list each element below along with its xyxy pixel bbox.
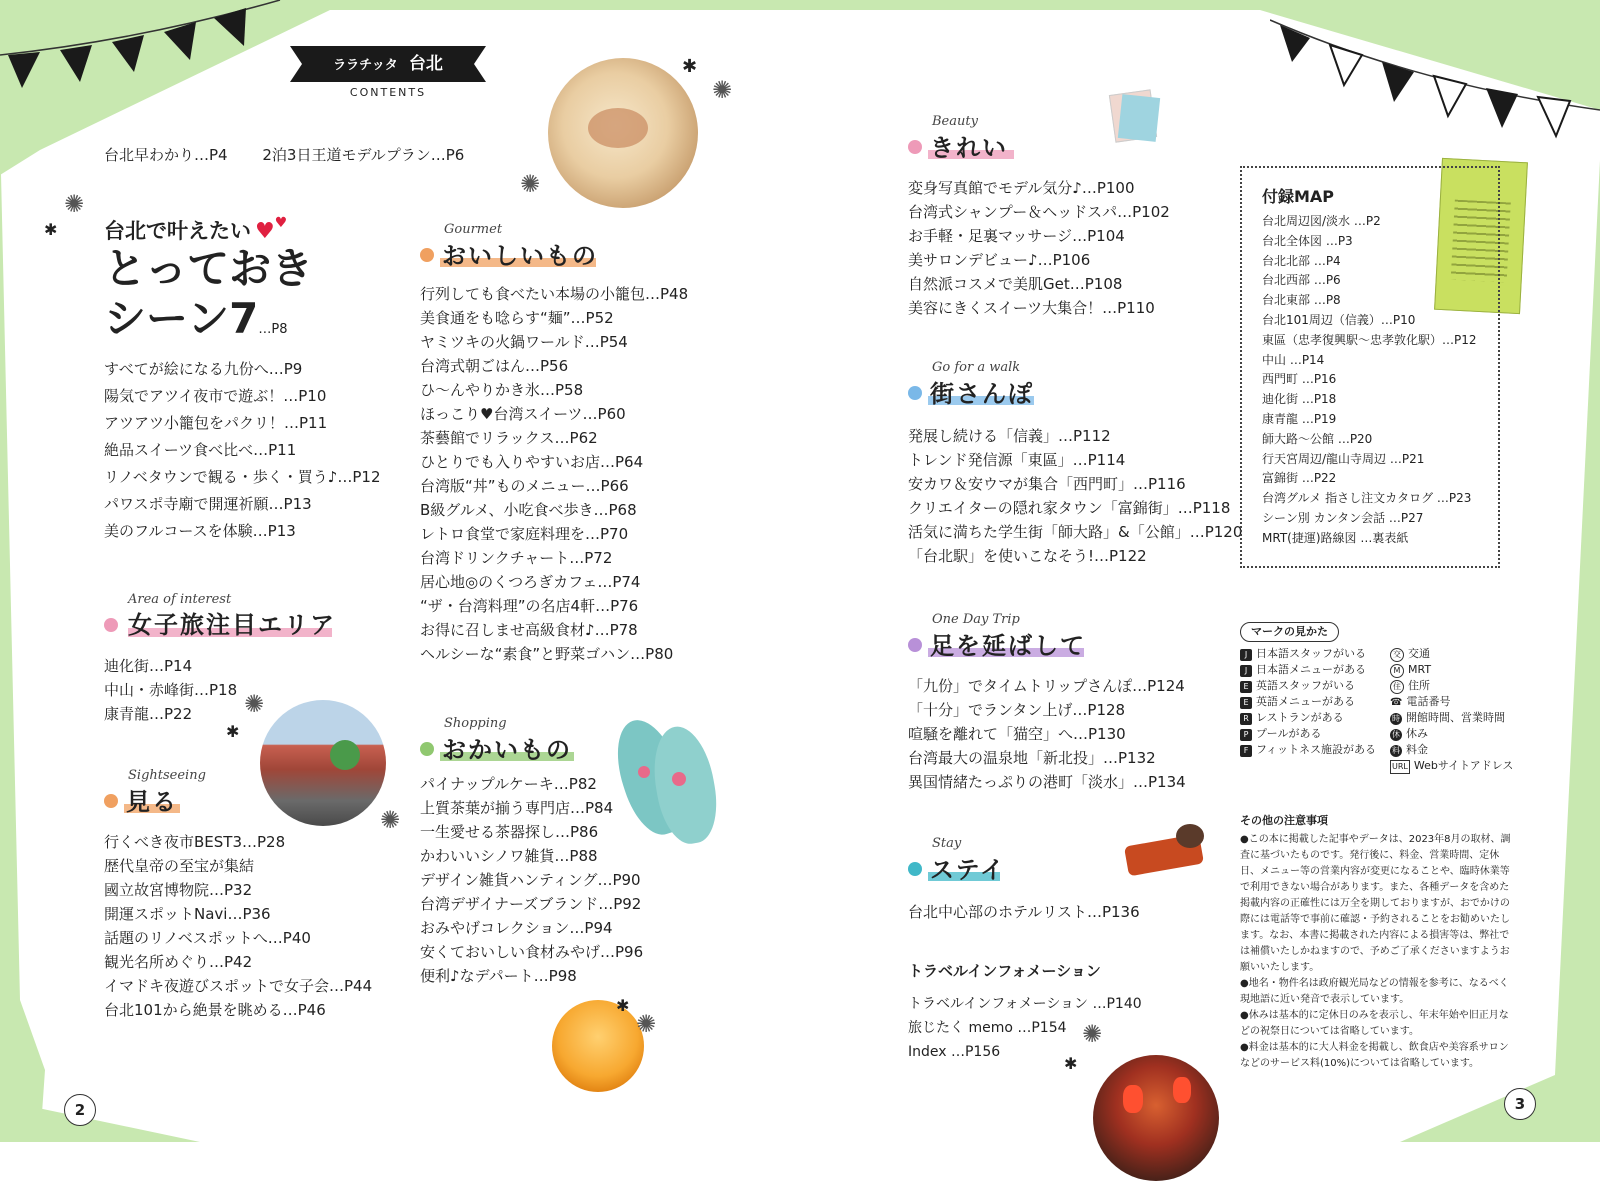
gourmet-list xyxy=(420,282,688,666)
list-item[interactable]: ひ～んやりかき氷…P58 xyxy=(420,381,584,399)
list-item[interactable]: 台北北部 …P4 xyxy=(1262,253,1341,268)
list-item[interactable]: 西門町 …P16 xyxy=(1262,372,1337,387)
sparkle-icon: ✺ xyxy=(636,1010,657,1038)
note-paragraph: ●料金は基本的に大人料金を掲載し、飲食店や美容系サロンなどのサービス料(10%)については省略しています。 xyxy=(1240,1042,1509,1069)
beauty-list xyxy=(908,176,1170,320)
feature-title-line3 xyxy=(104,294,288,355)
list-item[interactable]: 「九份」でタイムトリップさんぽ…P124 xyxy=(908,677,1185,695)
mark-icon: J xyxy=(1240,665,1252,677)
list-item[interactable]: トラベルインフォメーション …P140 xyxy=(908,996,1142,1012)
list-item[interactable]: お得に召しませ高級食材♪…P78 xyxy=(420,621,638,639)
street-photo xyxy=(260,700,386,826)
list-item[interactable]: シーン別 カンタン会話 …P27 xyxy=(1262,510,1424,525)
intro-item[interactable]: 2泊3日王道モデルプラン…P6 xyxy=(262,146,465,164)
feature-page: …P8 xyxy=(258,322,288,337)
list-item[interactable]: 東區（忠孝復興駅～忠孝敦化駅）…P12 xyxy=(1262,332,1477,347)
feature-line3: シーン7 xyxy=(104,294,259,343)
list-item[interactable]: 台湾式朝ごはん…P56 xyxy=(420,357,569,375)
cosmetics-box-image xyxy=(1106,86,1160,142)
pink-dot xyxy=(104,618,118,632)
list-item[interactable]: Index …P156 xyxy=(908,1044,1001,1060)
list-item[interactable]: 康青龍 …P19 xyxy=(1262,411,1337,426)
pink-dot xyxy=(908,140,922,154)
teal-dot xyxy=(908,862,922,876)
mark-label: 住所 xyxy=(1408,679,1430,692)
list-item[interactable]: 康青龍…P22 xyxy=(104,705,193,723)
list-item[interactable]: 師大路～公館 …P20 xyxy=(1262,431,1373,446)
xiaolongbao-photo xyxy=(548,58,698,208)
mark-label: プールがある xyxy=(1256,727,1322,740)
mark-icon: 休 xyxy=(1392,730,1400,739)
list-item[interactable]: 台北全体図 …P3 xyxy=(1262,233,1353,248)
mark-item xyxy=(1390,662,1513,678)
list-item[interactable]: 話題のリノベスポットへ…P40 xyxy=(104,929,311,947)
list-item[interactable]: 変身写真館でモデル気分♪…P100 xyxy=(908,179,1135,197)
notes-title: その他の注意事項 xyxy=(1240,814,1328,827)
list-item[interactable]: 観光名所めぐり…P42 xyxy=(104,953,253,971)
intro-line xyxy=(104,143,464,167)
mark-item xyxy=(1390,678,1513,694)
list-item[interactable]: 安くておいしい食材みやげ…P96 xyxy=(420,943,644,961)
tea-set-image xyxy=(1126,820,1210,872)
list-item[interactable]: 歴代皇帝の至宝が集結 xyxy=(104,857,255,875)
list-item[interactable]: アツアツ小籠包をパクリ！…P11 xyxy=(104,414,328,432)
gourmet-en-label: Gourmet xyxy=(444,222,503,237)
mark-label: レストランがある xyxy=(1256,711,1344,724)
sightseeing-en-label: Sightseeing xyxy=(128,768,206,783)
mark-item xyxy=(1390,694,1513,710)
mark-icon: F xyxy=(1240,745,1252,757)
mark-icon: 交 xyxy=(1390,648,1404,662)
mark-label: 開館時間、営業時間 xyxy=(1406,711,1505,724)
sparkle-icon: ✱ xyxy=(682,56,698,77)
area-title: 女子旅注目エリア xyxy=(128,611,336,639)
mark-icon: E xyxy=(1240,681,1252,693)
sparkle-icon: ✺ xyxy=(1082,1020,1103,1048)
list-item[interactable]: デザイン雑貨ハンティング…P90 xyxy=(420,871,641,889)
list-item[interactable]: 迪化街…P14 xyxy=(104,657,193,675)
walk-en-label: Go for a walk xyxy=(932,360,1021,375)
heart-icon: ♥ xyxy=(274,215,288,231)
list-item[interactable]: MRT(捷運)路線図 …裏表紙 xyxy=(1262,530,1409,545)
list-item[interactable]: おみやげコレクション…P94 xyxy=(420,919,613,937)
list-item[interactable]: 行列しても食べたい本場の小籠包…P48 xyxy=(420,285,689,303)
list-item[interactable]: イマドキ夜遊びスポットで女子会…P44 xyxy=(104,977,373,995)
orange-dot xyxy=(420,248,434,262)
list-item[interactable]: レトロ食堂で家庭料理を…P70 xyxy=(420,525,629,543)
area-en-label: Area of interest xyxy=(128,592,232,607)
list-item[interactable]: 台湾グルメ 指さし注文カタログ …P23 xyxy=(1262,491,1472,506)
marks-left-list xyxy=(1240,646,1376,758)
list-item[interactable]: 「台北駅」を使いこなそう!…P122 xyxy=(908,547,1147,565)
list-item[interactable]: リノベタウンで観る・歩く・買う♪…P12 xyxy=(104,468,381,486)
mark-label: 日本語スタッフがいる xyxy=(1256,647,1366,660)
travel-list xyxy=(908,992,1142,1064)
list-item[interactable]: 行くべき夜市BEST3…P28 xyxy=(104,833,286,851)
page-number-right: 3 xyxy=(1504,1088,1536,1120)
jiufen-night-photo xyxy=(1093,1055,1219,1181)
list-item[interactable]: ヘルシーな“素食”と野菜ゴハン…P80 xyxy=(420,645,674,663)
list-item[interactable]: すべてが絵になる九份へ…P9 xyxy=(104,360,303,378)
list-item[interactable]: 台北西部 …P6 xyxy=(1262,273,1341,288)
mark-item xyxy=(1240,742,1376,758)
walk-title: 街さんぽ xyxy=(930,380,1034,408)
sparkle-icon: ✱ xyxy=(226,722,240,741)
orange-dot xyxy=(104,794,118,808)
list-item[interactable]: 活気に満ちた学生街「師大路」&「公館」…P120 xyxy=(908,523,1243,541)
list-item[interactable]: 安カワ＆安ウマが集合「西門町」…P116 xyxy=(908,475,1186,493)
note-paragraph: ●休みは基本的に定休日のみを表示し、年末年始や旧正月などの祝祭日については省略しています。 xyxy=(1240,1010,1509,1037)
list-item[interactable]: 中山 …P14 xyxy=(1262,352,1325,367)
list-item[interactable]: 旅じたく memo …P154 xyxy=(908,1020,1067,1036)
list-item[interactable]: 富錦街 …P22 xyxy=(1262,471,1337,486)
marks-right-list xyxy=(1390,646,1513,774)
shopping-title: おかいもの xyxy=(442,736,572,764)
blue-dot xyxy=(908,386,922,400)
mark-icon: URL xyxy=(1390,760,1410,774)
list-item[interactable]: お手軽・足裏マッサージ…P104 xyxy=(908,227,1125,245)
stay-title: ステイ xyxy=(930,856,1006,884)
banner-brand: ララチッタ xyxy=(333,58,398,73)
list-item[interactable]: 一生愛せる茶器探し…P86 xyxy=(420,823,599,841)
intro-item[interactable]: 台北早わかり…P4 xyxy=(104,146,228,164)
area-list xyxy=(104,654,237,726)
list-item[interactable]: 國立故宮博物院…P32 xyxy=(104,881,253,899)
list-item[interactable]: パワスポ寺廟で開運祈願…P13 xyxy=(104,495,312,513)
list-item[interactable]: 発展し続ける「信義」…P112 xyxy=(908,427,1111,445)
list-item[interactable]: ひとりでも入りやすいお店…P64 xyxy=(420,453,644,471)
list-item[interactable]: 美容にきくスイーツ大集合！…P110 xyxy=(908,299,1155,317)
list-item[interactable]: 中山・赤峰街…P18 xyxy=(104,681,238,699)
list-item[interactable]: 行天宮周辺/龍山寺周辺 …P21 xyxy=(1262,451,1425,466)
list-item[interactable]: B級グルメ、小吃食べ歩き…P68 xyxy=(420,501,637,519)
list-item[interactable]: クリエイターの隠れ家タウン「富錦街」…P118 xyxy=(908,499,1231,517)
list-item[interactable]: 陽気でアツイ夜市で遊ぶ！…P10 xyxy=(104,387,327,405)
mark-icon: R xyxy=(1240,713,1252,725)
daytrip-list xyxy=(908,674,1186,794)
list-item[interactable]: 台北101周辺（信義）…P10 xyxy=(1262,312,1416,327)
mark-item xyxy=(1240,694,1376,710)
mark-label: フィットネス施設がある xyxy=(1256,743,1377,756)
mark-icon: ☎ xyxy=(1390,697,1403,708)
mark-item xyxy=(1390,710,1513,726)
feature-title-line2: とっておき xyxy=(104,244,314,293)
list-item[interactable]: ヤミツキの火鍋ワールド…P54 xyxy=(420,333,628,351)
mark-label: 電話番号 xyxy=(1406,695,1451,708)
sparkle-icon: ✺ xyxy=(712,76,733,104)
sparkle-icon: ✱ xyxy=(1064,1054,1078,1073)
daytrip-title: 足を延ばして xyxy=(930,632,1086,660)
list-item[interactable]: 開運スポットNavi…P36 xyxy=(104,905,271,923)
mark-label: 料金 xyxy=(1406,743,1428,756)
list-item[interactable]: 「十分」でランタン上げ…P128 xyxy=(908,701,1126,719)
list-item[interactable]: 台湾最大の温泉地「新北投」…P132 xyxy=(908,749,1156,767)
list-item[interactable]: 台湾式シャンプー＆ヘッドスパ…P102 xyxy=(908,203,1170,221)
mark-item xyxy=(1240,678,1376,694)
mango-shaved-ice-photo xyxy=(552,1000,644,1092)
list-item[interactable]: 上質茶葉が揃う専門店…P84 xyxy=(420,799,614,817)
mark-label: MRT xyxy=(1408,663,1432,676)
list-item[interactable]: ほっこり♥台湾スイーツ…P60 xyxy=(420,405,626,423)
mark-label: 交通 xyxy=(1408,647,1430,660)
contents-banner xyxy=(290,46,486,82)
notes-body xyxy=(1240,832,1516,1072)
list-item[interactable]: 台北周辺図/淡水 …P2 xyxy=(1262,214,1381,228)
travel-info-title: トラベルインフォメーション xyxy=(908,962,1101,980)
map-box-title: 付録MAP xyxy=(1262,187,1335,206)
mark-item xyxy=(1390,646,1513,662)
feature-list xyxy=(104,356,381,545)
list-item[interactable]: 便利♪なデパート…P98 xyxy=(420,967,577,985)
mark-icon: E xyxy=(1240,697,1252,709)
mark-item xyxy=(1240,646,1376,662)
mark-label: 日本語メニューがある xyxy=(1256,663,1366,676)
heart-icon: ♥ xyxy=(255,219,275,244)
mark-item xyxy=(1240,710,1376,726)
mark-icon: 時 xyxy=(1392,714,1400,723)
shopping-list xyxy=(420,772,643,988)
mark-label: 休み xyxy=(1406,727,1428,740)
daytrip-en-label: One Day Trip xyxy=(932,612,1020,627)
sparkle-icon: ✱ xyxy=(44,220,58,239)
mark-label: 英語メニューがある xyxy=(1256,695,1355,708)
banner-city: 台北 xyxy=(408,54,443,74)
mark-item xyxy=(1240,662,1376,678)
sparkle-icon: ✺ xyxy=(380,806,401,834)
note-paragraph: ●地名・物件名は政府観光局などの情報を参考に、なるべく現地語に近い発音で表示しています。 xyxy=(1240,978,1509,1005)
list-item[interactable]: トレンド発信源「東區」…P114 xyxy=(908,451,1126,469)
green-dot xyxy=(420,742,434,756)
list-item[interactable]: 自然派コスメで美肌Get…P108 xyxy=(908,275,1123,293)
mark-icon: J xyxy=(1240,649,1252,661)
list-item[interactable]: 美食通をも唸らす“麺”…P52 xyxy=(420,309,614,327)
sightseeing-title: 見る xyxy=(126,788,178,816)
mark-item xyxy=(1390,726,1513,742)
list-item[interactable]: 異国情緒たっぷりの港町「淡水」…P134 xyxy=(908,773,1186,791)
list-item[interactable]: 台北東部 …P8 xyxy=(1262,293,1341,308)
list-item[interactable]: 絶品スイーツ食べ比べ…P11 xyxy=(104,441,297,459)
list-item[interactable]: 居心地◎のくつろぎカフェ…P74 xyxy=(420,573,641,591)
feature-heading xyxy=(104,215,287,245)
list-item[interactable]: 茶藝館でリラックス…P62 xyxy=(420,429,598,447)
stay-en-label: Stay xyxy=(932,836,962,851)
list-item[interactable]: 喧騒を離れて「猫空」へ…P130 xyxy=(908,725,1126,743)
bunting-right xyxy=(1270,0,1600,160)
map-list xyxy=(1262,212,1477,549)
bunting-left xyxy=(0,0,300,110)
list-item[interactable]: 美サロンデビュー♪…P106 xyxy=(908,251,1091,269)
list-item[interactable]: 台湾デザイナーズブランド…P92 xyxy=(420,895,642,913)
mark-icon: 料 xyxy=(1392,746,1400,755)
sightseeing-list xyxy=(104,830,372,1022)
gourmet-title: おいしいもの xyxy=(442,242,598,270)
beauty-title: きれい xyxy=(930,134,1008,162)
note-paragraph: ●この本に掲載した記事やデータは、2023年8月の取材、調査に基づいたものです。発行後に、料金、営業時間、定休日、メニュー等の営業内容が変更になることや、臨時休業等で利用できない場合があります。また、各種データを含めた掲載内容の正確性には万全を期しておりますが、おでかけの際には電話等で事前に確認・予約されることをお勧めいたします。なお、本書に掲載された内容による損害等は、弊社では補償いたしかねますので、予めご了承くださいますようお願いいたします。 xyxy=(1240,834,1511,973)
mark-icon: P xyxy=(1240,729,1252,741)
shopping-en-label: Shopping xyxy=(444,716,507,731)
contents-label: CONTENTS xyxy=(349,86,427,99)
page-number-left: 2 xyxy=(64,1094,96,1126)
list-item[interactable]: 迪化街 …P18 xyxy=(1262,392,1337,407)
sparkle-icon: ✺ xyxy=(244,690,265,718)
mark-item xyxy=(1240,726,1376,742)
walk-list xyxy=(908,424,1242,568)
mark-icon: M xyxy=(1390,664,1404,678)
sparkle-icon: ✱ xyxy=(616,996,630,1015)
list-item[interactable]: “ザ・台湾料理”の名店4軒…P76 xyxy=(420,597,639,615)
sparkle-icon: ✺ xyxy=(520,170,541,198)
list-item[interactable]: 台北中心部のホテルリスト…P136 xyxy=(908,903,1140,921)
feature-line1: 台北で叶えたい xyxy=(104,219,251,243)
beauty-en-label: Beauty xyxy=(932,114,978,129)
list-item[interactable]: 台湾版“丼”ものメニュー…P66 xyxy=(420,477,629,495)
list-item[interactable]: パイナップルケーキ…P82 xyxy=(420,775,597,793)
mark-item xyxy=(1390,742,1513,758)
mark-label: Webサイトアドレス xyxy=(1413,759,1514,772)
marks-title: マークの見かた xyxy=(1240,622,1339,642)
stay-list xyxy=(908,900,1140,924)
list-item[interactable]: 台北101から絶景を眺める…P46 xyxy=(104,1001,326,1019)
list-item[interactable]: かわいいシノワ雑貨…P88 xyxy=(420,847,598,865)
sparkle-icon: ✺ xyxy=(64,190,85,218)
list-item[interactable]: 美のフルコースを体験…P13 xyxy=(104,522,296,540)
list-item[interactable]: 台湾ドリンクチャート…P72 xyxy=(420,549,613,567)
purple-dot xyxy=(908,638,922,652)
mark-icon: 住 xyxy=(1390,680,1404,694)
mark-label: 英語スタッフがいる xyxy=(1256,679,1355,692)
mark-item xyxy=(1390,758,1513,774)
